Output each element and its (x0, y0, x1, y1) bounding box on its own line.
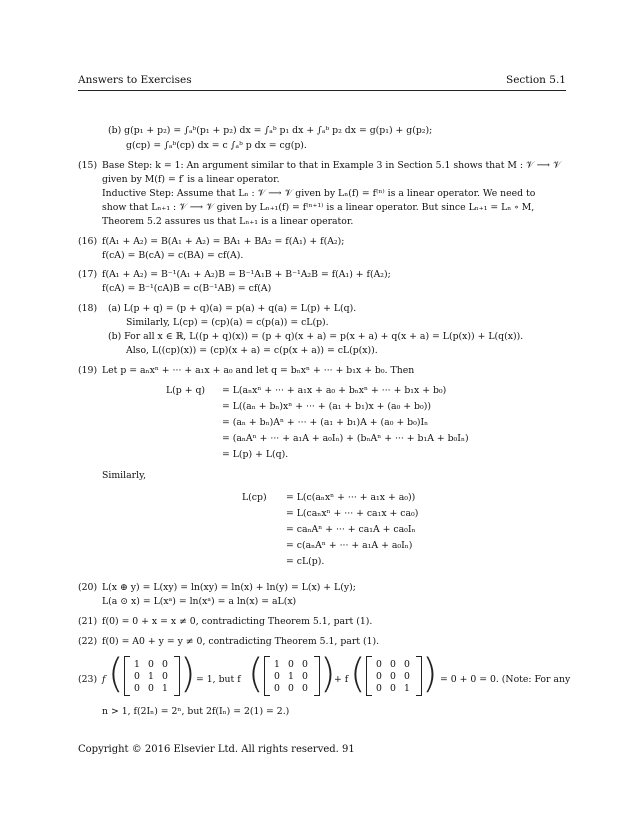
item-16-line1: f(A₁ + A₂) = B(A₁ + A₂) = BA₁ + BA₂ = f(A₁) + f(A₂); (102, 236, 345, 247)
matrix-i-open-paren: ( (108, 651, 124, 697)
matrix-i-cell: 1 (134, 659, 140, 670)
matrix-b-open-paren: ( (350, 651, 366, 697)
item-18b-line2: Also, L((cp)(x)) = (cp)(x + a) = c(p(x + a)) = cL(p(x)). (126, 345, 378, 356)
matrix-b-cell: 0 (390, 659, 396, 670)
matrix-a-cell: 0 (274, 683, 280, 694)
matrix-b-cell: 0 (404, 659, 410, 670)
item-16-line2: f(cA) = B(cA) = c(BA) = cf(A). (102, 250, 244, 261)
matrix-a-cell: 0 (288, 683, 294, 694)
eq-a-lhs: L(p + q) (166, 385, 206, 396)
matrix-b-cell: 0 (376, 671, 382, 682)
matrix-b-cell: 0 (404, 671, 410, 682)
page-footer: Copyright © 2016 Elsevier Ltd. All rights reserved. 91 (78, 744, 355, 755)
matrix-a-cell: 0 (288, 659, 294, 670)
item-15-line2: given by M(f) = f′ is a linear operator. (102, 174, 280, 185)
item-15-line3: Inductive Step: Assume that Lₙ : 𝒱 ⟶ 𝒱 given by Lₙ(f) = f⁽ⁿ⁾ is a linear operator. We need to (102, 188, 536, 199)
item-21-line1: f(0) = 0 + x = x ≠ 0, contradicting Theorem 5.1, part (1). (102, 616, 373, 627)
matrix-i-cell: 0 (134, 683, 140, 694)
header-left: Answers to Exercises (78, 74, 192, 86)
eq-a-row3: = (aₙ + bₙ)Aⁿ + ··· + (a₁ + b₁)A + (a₀ + b₀)Iₙ (222, 417, 429, 428)
eq-b-row2: = L(caₙxⁿ + ··· + ca₁x + ca₀) (286, 508, 419, 519)
matrix-b-cell: 0 (390, 683, 396, 694)
matrix-i-cell: 1 (148, 671, 154, 682)
matrix-a-cell: 0 (302, 683, 308, 694)
eq-b-row1: = L(c(aₙxⁿ + ··· + a₁x + a₀)) (286, 492, 416, 503)
eq-a-row4: = (aₙAⁿ + ··· + a₁A + a₀Iₙ) + (bₙAⁿ + ··· + b₁A + b₀Iₙ) (222, 433, 469, 444)
item-19-number: (19) (78, 365, 98, 376)
item-23-f1: f (102, 674, 106, 685)
matrix-b-close-paren: ) (422, 651, 438, 697)
item-23-number: (23) (78, 674, 98, 685)
matrix-b-cell: 0 (376, 683, 382, 694)
item-18a-line1: (a) L(p + q) = (p + q)(a) = p(a) + q(a) = L(p) + L(q). (108, 303, 357, 314)
eq-b-row5: = cL(p). (286, 556, 325, 567)
matrix-i-cell: 1 (162, 683, 168, 694)
similarly-text: Similarly, (102, 470, 147, 481)
matrix-a-cell: 1 (274, 659, 280, 670)
eq-b-row4: = c(aₙAⁿ + ··· + a₁A + a₀Iₙ) (286, 540, 413, 551)
item-14b-line1: (b) g(p₁ + p₂) = ∫ₐᵇ(p₁ + p₂) dx = ∫ₐᵇ p₁ dx + ∫ₐᵇ p₂ dx = g(p₁) + g(p₂); (108, 125, 433, 136)
matrix-a-cell: 0 (302, 671, 308, 682)
item-16-number: (16) (78, 236, 98, 247)
eq-a-row1: = L(aₙxⁿ + ··· + a₁x + a₀ + bₙxⁿ + ··· + b₁x + b₀) (222, 385, 447, 396)
item-20-line1: L(x ⊕ y) = L(xy) = ln(xy) = ln(x) + ln(y) = L(x) + L(y); (102, 582, 356, 593)
item-23-result: = 0 + 0 = 0. (Note: For any (440, 674, 571, 685)
matrix-i-cell: 0 (162, 671, 168, 682)
item-14b-line2: g(cp) = ∫ₐᵇ(cp) dx = c ∫ₐᵇ p dx = cg(p). (126, 140, 307, 151)
item-15-number: (15) (78, 160, 98, 171)
eq-a-row5: = L(p) + L(q). (222, 449, 289, 460)
matrix-a-open-paren: ( (248, 651, 264, 697)
matrix-b-cell: 0 (376, 659, 382, 670)
matrix-i-cell: 0 (148, 683, 154, 694)
item-15-line5: Theorem 5.2 assures us that Lₙ₊₁ is a linear operator. (102, 216, 354, 227)
matrix-a-cell: 0 (302, 659, 308, 670)
item-15-line4: show that Lₙ₊₁ : 𝒱 ⟶ 𝒱 given by Lₙ₊₁(f) = f⁽ⁿ⁺¹⁾ is a linear operator. But since Lₙ₊₁ = Lₙ ∘ M, (102, 202, 535, 213)
item-21-number: (21) (78, 616, 98, 627)
page-header (78, 74, 566, 86)
matrix-a-left-bracket (264, 656, 270, 696)
item-15-line1: Base Step: k = 1: An argument similar to that in Example 3 in Section 5.1 shows that M : 𝒱 ⟶ 𝒱 (102, 160, 561, 171)
item-18a-line2: Similarly, L(cp) = (cp)(a) = c(p(a)) = cL(p). (126, 317, 329, 328)
item-23-but-f: = 1, but f (196, 674, 241, 685)
header-right: Section 5.1 (506, 74, 566, 86)
item-20-number: (20) (78, 582, 98, 593)
item-23-plus-f: + f (334, 674, 349, 685)
item-18-number: (18) (78, 303, 98, 314)
matrix-a-cell: 1 (288, 671, 294, 682)
item-22-line1: f(0) = A0 + y = y ≠ 0, contradicting Theorem 5.1, part (1). (102, 636, 380, 647)
item-19-line1: Let p = aₙxⁿ + ··· + a₁x + a₀ and let q = bₙxⁿ + ··· + b₁x + b₀. Then (102, 365, 415, 376)
item-20-line2: L(a ⊙ x) = L(xᵃ) = ln(xᵃ) = a ln(x) = aL(x) (102, 596, 297, 607)
matrix-i-cell: 0 (148, 659, 154, 670)
item-17-line1: f(A₁ + A₂) = B⁻¹(A₁ + A₂)B = B⁻¹A₁B + B⁻¹A₂B = f(A₁) + f(A₂); (102, 269, 391, 280)
eq-a-row2: = L((aₙ + bₙ)xⁿ + ··· + (a₁ + b₁)x + (a₀ + b₀)) (222, 401, 431, 412)
item-17-line2: f(cA) = B⁻¹(cA)B = c(B⁻¹AB) = cf(A) (102, 283, 272, 294)
item-17-number: (17) (78, 269, 98, 280)
matrix-i-cell: 0 (162, 659, 168, 670)
matrix-i-cell: 0 (134, 671, 140, 682)
header-rule (78, 90, 566, 91)
item-22-number: (22) (78, 636, 98, 647)
matrix-b-cell: 0 (390, 671, 396, 682)
eq-b-row3: = caₙAⁿ + ··· + ca₁A + ca₀Iₙ (286, 524, 416, 535)
matrix-i-close-paren: ) (180, 651, 196, 697)
matrix-b-left-bracket (366, 656, 372, 696)
matrix-b-cell: 1 (404, 683, 410, 694)
matrix-i-left-bracket (124, 656, 130, 696)
item-23-line2: n > 1, f(2Iₙ) = 2ⁿ, but 2f(Iₙ) = 2(1) = 2.) (102, 706, 290, 717)
matrix-a-close-paren: ) (320, 651, 336, 697)
eq-b-lhs: L(cp) (242, 492, 267, 503)
matrix-a-cell: 0 (274, 671, 280, 682)
item-18b-line1: (b) For all x ∈ ℝ, L((p + q)(x)) = (p + q)(x + a) = p(x + a) + q(x + a) = L(p(x)) + L(q(x)). (108, 331, 524, 342)
